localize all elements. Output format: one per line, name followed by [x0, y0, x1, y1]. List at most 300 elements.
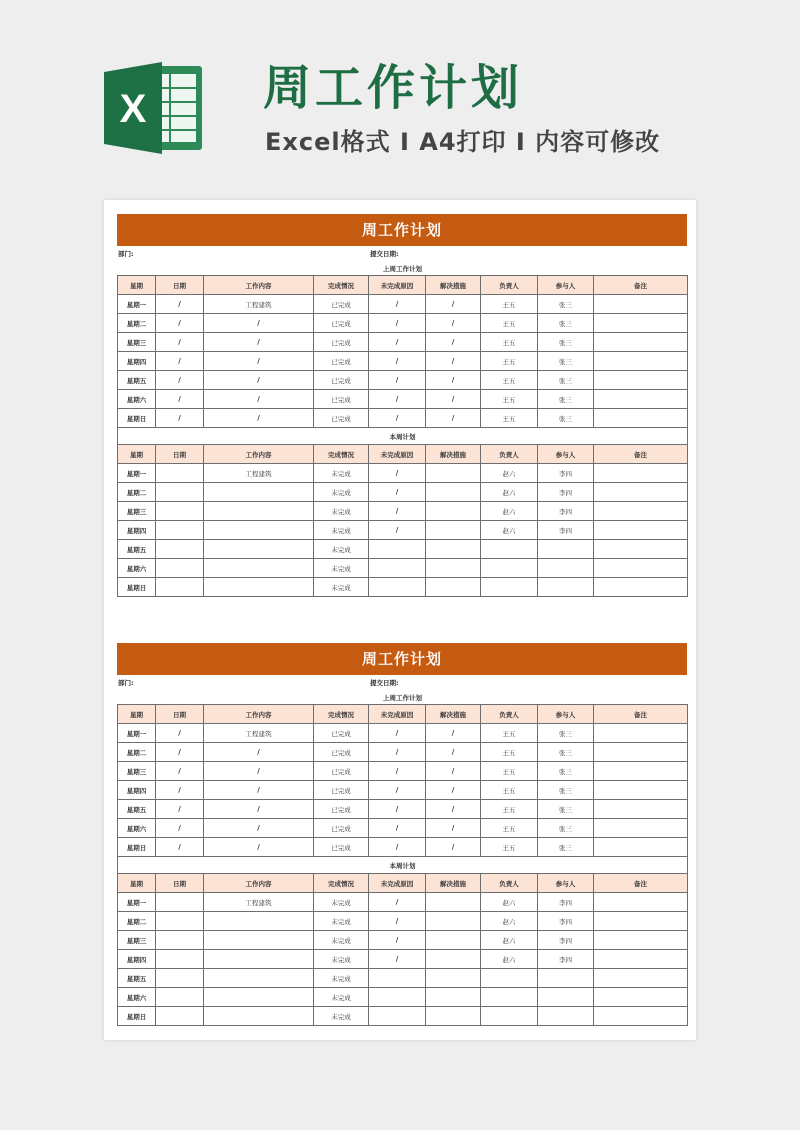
- table-cell[interactable]: /: [204, 314, 314, 333]
- table-cell[interactable]: [426, 893, 481, 912]
- table-cell[interactable]: /: [156, 838, 204, 857]
- table-cell[interactable]: 张三: [538, 333, 594, 352]
- table-cell[interactable]: 星期六: [118, 819, 156, 838]
- table-cell[interactable]: 张三: [538, 819, 594, 838]
- table-cell[interactable]: /: [156, 409, 204, 428]
- table-cell[interactable]: 星期一: [118, 295, 156, 314]
- sheet-paper: [104, 200, 696, 1040]
- table-cell[interactable]: 李四: [538, 950, 594, 969]
- table-cell[interactable]: 已完成: [314, 409, 369, 428]
- table-cell[interactable]: /: [426, 409, 481, 428]
- table-cell[interactable]: /: [369, 295, 426, 314]
- table-cell[interactable]: [594, 295, 688, 314]
- table-cell[interactable]: 已完成: [314, 800, 369, 819]
- table-cell[interactable]: [156, 521, 204, 540]
- table-cell[interactable]: 星期一: [118, 724, 156, 743]
- table-cell[interactable]: [594, 743, 688, 762]
- table-cell[interactable]: 已完成: [314, 314, 369, 333]
- table-cell[interactable]: 已完成: [314, 295, 369, 314]
- table-cell[interactable]: [156, 893, 204, 912]
- column-header: 完成情况: [314, 705, 369, 724]
- table-cell[interactable]: [538, 969, 594, 988]
- table-cell[interactable]: [594, 724, 688, 743]
- table-cell[interactable]: 未完成: [314, 931, 369, 950]
- table-cell[interactable]: [204, 521, 314, 540]
- table-cell[interactable]: 星期四: [118, 521, 156, 540]
- table-cell[interactable]: /: [369, 743, 426, 762]
- table-cell[interactable]: 工程建筑: [204, 724, 314, 743]
- table-cell[interactable]: 已完成: [314, 743, 369, 762]
- table-cell[interactable]: [369, 1007, 426, 1026]
- table-cell[interactable]: /: [204, 800, 314, 819]
- table-cell[interactable]: /: [369, 893, 426, 912]
- table-cell[interactable]: [426, 559, 481, 578]
- table-cell[interactable]: [594, 762, 688, 781]
- table-cell[interactable]: /: [426, 762, 481, 781]
- plan-table: [117, 689, 688, 1026]
- table-cell[interactable]: 张三: [538, 743, 594, 762]
- table-cell[interactable]: 星期五: [118, 540, 156, 559]
- table-cell[interactable]: [594, 912, 688, 931]
- table-cell[interactable]: [369, 969, 426, 988]
- table-cell[interactable]: 王五: [481, 838, 538, 857]
- table-cell[interactable]: /: [426, 295, 481, 314]
- table-cell[interactable]: 星期日: [118, 409, 156, 428]
- column-header: 负责人: [481, 445, 538, 464]
- table-cell[interactable]: /: [369, 724, 426, 743]
- table-cell[interactable]: [204, 988, 314, 1007]
- table-cell[interactable]: /: [369, 390, 426, 409]
- table-cell[interactable]: [156, 483, 204, 502]
- table-cell[interactable]: 星期三: [118, 931, 156, 950]
- table-cell[interactable]: 星期二: [118, 912, 156, 931]
- table-cell[interactable]: /: [204, 333, 314, 352]
- table-cell[interactable]: 赵六: [481, 483, 538, 502]
- table-row: [118, 483, 688, 502]
- table-cell[interactable]: 未完成: [314, 578, 369, 597]
- table-cell[interactable]: 星期六: [118, 559, 156, 578]
- table-cell[interactable]: [369, 988, 426, 1007]
- table-cell[interactable]: [594, 540, 688, 559]
- table-cell[interactable]: 王五: [481, 352, 538, 371]
- table-cell[interactable]: [481, 1007, 538, 1026]
- table-cell[interactable]: /: [369, 483, 426, 502]
- plan-table: [117, 260, 688, 597]
- table-cell[interactable]: 星期日: [118, 578, 156, 597]
- table-cell[interactable]: 未完成: [314, 483, 369, 502]
- sheet-title: 周工作计划: [117, 214, 687, 246]
- column-header: 日期: [156, 874, 204, 893]
- table-cell[interactable]: [156, 578, 204, 597]
- table-cell[interactable]: 星期五: [118, 969, 156, 988]
- table-cell[interactable]: 星期日: [118, 838, 156, 857]
- table-cell[interactable]: /: [369, 819, 426, 838]
- table-cell[interactable]: /: [204, 781, 314, 800]
- table-cell[interactable]: /: [204, 819, 314, 838]
- table-cell[interactable]: [156, 502, 204, 521]
- table-cell[interactable]: 王五: [481, 371, 538, 390]
- plan-sheet-2: [117, 643, 687, 1026]
- table-cell[interactable]: /: [369, 912, 426, 931]
- table-cell[interactable]: 王五: [481, 743, 538, 762]
- column-header-row: [118, 705, 688, 724]
- logo-letter: X: [119, 87, 147, 131]
- table-cell[interactable]: 星期三: [118, 502, 156, 521]
- column-header: 日期: [156, 445, 204, 464]
- table-cell[interactable]: [594, 521, 688, 540]
- table-cell[interactable]: 未完成: [314, 521, 369, 540]
- table-cell[interactable]: [481, 559, 538, 578]
- table-row: [118, 762, 688, 781]
- table-row: [118, 988, 688, 1007]
- table-cell[interactable]: [156, 988, 204, 1007]
- table-cell[interactable]: 张三: [538, 724, 594, 743]
- sheet-title: 周工作计划: [117, 643, 687, 675]
- table-cell[interactable]: /: [369, 781, 426, 800]
- table-cell[interactable]: /: [204, 352, 314, 371]
- table-cell[interactable]: [594, 483, 688, 502]
- table-cell[interactable]: /: [156, 314, 204, 333]
- table-cell[interactable]: [426, 483, 481, 502]
- table-cell[interactable]: /: [426, 352, 481, 371]
- table-cell[interactable]: 已完成: [314, 781, 369, 800]
- table-cell[interactable]: 李四: [538, 502, 594, 521]
- table-cell[interactable]: [156, 931, 204, 950]
- table-cell[interactable]: [594, 333, 688, 352]
- excel-logo-icon: [104, 60, 204, 156]
- table-row: [118, 743, 688, 762]
- table-cell[interactable]: 未完成: [314, 559, 369, 578]
- table-cell[interactable]: 李四: [538, 483, 594, 502]
- table-cell[interactable]: /: [156, 800, 204, 819]
- table-cell[interactable]: [594, 819, 688, 838]
- table-cell[interactable]: /: [369, 950, 426, 969]
- table-cell[interactable]: [426, 578, 481, 597]
- column-header: 完成情况: [314, 276, 369, 295]
- table-cell[interactable]: [481, 969, 538, 988]
- table-cell[interactable]: [204, 950, 314, 969]
- column-header: 工作内容: [204, 445, 314, 464]
- column-header-row: [118, 874, 688, 893]
- table-cell[interactable]: 工程建筑: [204, 893, 314, 912]
- table-cell[interactable]: [204, 502, 314, 521]
- table-cell[interactable]: [156, 559, 204, 578]
- table-cell[interactable]: 张三: [538, 800, 594, 819]
- table-cell[interactable]: /: [369, 371, 426, 390]
- table-cell[interactable]: [594, 314, 688, 333]
- column-header: 工作内容: [204, 705, 314, 724]
- table-cell[interactable]: [204, 559, 314, 578]
- table-cell[interactable]: [426, 1007, 481, 1026]
- table-cell[interactable]: [369, 540, 426, 559]
- table-cell[interactable]: 赵六: [481, 502, 538, 521]
- table-cell[interactable]: [426, 464, 481, 483]
- column-header: 未完成原因: [369, 276, 426, 295]
- table-cell[interactable]: 已完成: [314, 333, 369, 352]
- table-cell[interactable]: /: [369, 314, 426, 333]
- meta-row: [117, 246, 687, 260]
- table-cell[interactable]: 张三: [538, 371, 594, 390]
- table-cell[interactable]: [481, 988, 538, 1007]
- table-cell[interactable]: 赵六: [481, 912, 538, 931]
- table-cell[interactable]: /: [156, 781, 204, 800]
- table-cell[interactable]: [594, 502, 688, 521]
- table-cell[interactable]: /: [204, 371, 314, 390]
- table-cell[interactable]: [426, 950, 481, 969]
- column-header: 未完成原因: [369, 445, 426, 464]
- table-cell[interactable]: 赵六: [481, 950, 538, 969]
- table-cell[interactable]: /: [426, 838, 481, 857]
- table-cell[interactable]: [594, 464, 688, 483]
- table-cell[interactable]: 李四: [538, 464, 594, 483]
- table-cell[interactable]: /: [369, 502, 426, 521]
- table-cell[interactable]: 星期六: [118, 988, 156, 1007]
- table-cell[interactable]: [204, 578, 314, 597]
- table-cell[interactable]: 星期四: [118, 352, 156, 371]
- table-cell[interactable]: [594, 781, 688, 800]
- table-cell[interactable]: /: [156, 819, 204, 838]
- column-header: 备注: [594, 874, 688, 893]
- table-cell[interactable]: /: [426, 819, 481, 838]
- table-cell[interactable]: [594, 931, 688, 950]
- dept-label: 部门:: [118, 679, 134, 687]
- table-cell[interactable]: 张三: [538, 838, 594, 857]
- table-cell[interactable]: 工程建筑: [204, 295, 314, 314]
- table-cell[interactable]: 张三: [538, 781, 594, 800]
- table-cell[interactable]: /: [369, 333, 426, 352]
- table-cell[interactable]: [156, 912, 204, 931]
- table-cell[interactable]: 星期二: [118, 314, 156, 333]
- table-cell[interactable]: 张三: [538, 295, 594, 314]
- table-cell[interactable]: 星期一: [118, 464, 156, 483]
- table-cell[interactable]: 工程建筑: [204, 464, 314, 483]
- column-header: 星期: [118, 276, 156, 295]
- table-cell[interactable]: 星期五: [118, 800, 156, 819]
- table-cell[interactable]: /: [204, 762, 314, 781]
- this-week-label: 本周计划: [118, 428, 688, 445]
- column-header: 星期: [118, 705, 156, 724]
- table-cell[interactable]: 星期一: [118, 893, 156, 912]
- table-row: [118, 559, 688, 578]
- table-cell[interactable]: /: [426, 333, 481, 352]
- table-cell[interactable]: [594, 390, 688, 409]
- table-cell[interactable]: [594, 800, 688, 819]
- table-cell[interactable]: 星期四: [118, 950, 156, 969]
- table-cell[interactable]: [594, 988, 688, 1007]
- table-cell[interactable]: [594, 1007, 688, 1026]
- table-cell[interactable]: [594, 838, 688, 857]
- table-row: [118, 950, 688, 969]
- table-cell[interactable]: [426, 521, 481, 540]
- column-header: 星期: [118, 445, 156, 464]
- table-cell[interactable]: [204, 931, 314, 950]
- table-cell[interactable]: /: [156, 333, 204, 352]
- table-cell[interactable]: [594, 409, 688, 428]
- table-cell[interactable]: /: [369, 352, 426, 371]
- table-cell[interactable]: 已完成: [314, 390, 369, 409]
- table-cell[interactable]: 未完成: [314, 969, 369, 988]
- submit-date-label: 提交日期:: [370, 679, 399, 687]
- table-cell[interactable]: /: [369, 800, 426, 819]
- table-cell[interactable]: 李四: [538, 893, 594, 912]
- table-cell[interactable]: 李四: [538, 521, 594, 540]
- table-row: [118, 819, 688, 838]
- table-cell[interactable]: 赵六: [481, 931, 538, 950]
- table-cell[interactable]: 星期日: [118, 1007, 156, 1026]
- table-cell[interactable]: 未完成: [314, 950, 369, 969]
- table-cell[interactable]: 未完成: [314, 988, 369, 1007]
- table-cell[interactable]: [538, 578, 594, 597]
- table-cell[interactable]: 王五: [481, 314, 538, 333]
- table-cell[interactable]: [538, 1007, 594, 1026]
- column-header: 完成情况: [314, 874, 369, 893]
- table-cell[interactable]: /: [426, 743, 481, 762]
- table-cell[interactable]: [538, 559, 594, 578]
- table-cell[interactable]: 未完成: [314, 502, 369, 521]
- table-cell[interactable]: [369, 578, 426, 597]
- table-cell[interactable]: 星期六: [118, 390, 156, 409]
- table-cell[interactable]: /: [204, 390, 314, 409]
- table-cell[interactable]: 未完成: [314, 1007, 369, 1026]
- table-cell[interactable]: /: [156, 371, 204, 390]
- table-cell[interactable]: 王五: [481, 800, 538, 819]
- table-cell[interactable]: [426, 988, 481, 1007]
- table-cell[interactable]: /: [204, 838, 314, 857]
- table-cell[interactable]: [204, 969, 314, 988]
- table-cell[interactable]: [156, 540, 204, 559]
- table-cell[interactable]: /: [156, 724, 204, 743]
- table-cell[interactable]: [204, 540, 314, 559]
- table-cell[interactable]: 未完成: [314, 912, 369, 931]
- table-cell[interactable]: [594, 578, 688, 597]
- table-cell[interactable]: /: [156, 390, 204, 409]
- table-cell[interactable]: 星期三: [118, 762, 156, 781]
- table-cell[interactable]: 已完成: [314, 352, 369, 371]
- table-cell[interactable]: /: [369, 762, 426, 781]
- table-cell[interactable]: 赵六: [481, 521, 538, 540]
- table-cell[interactable]: [594, 950, 688, 969]
- table-cell[interactable]: [426, 540, 481, 559]
- table-cell[interactable]: /: [156, 352, 204, 371]
- column-header: 解决措施: [426, 445, 481, 464]
- table-cell[interactable]: 王五: [481, 724, 538, 743]
- table-cell[interactable]: 未完成: [314, 893, 369, 912]
- table-cell[interactable]: /: [369, 409, 426, 428]
- dept-label: 部门:: [118, 250, 134, 258]
- table-cell[interactable]: 星期四: [118, 781, 156, 800]
- table-cell[interactable]: 王五: [481, 781, 538, 800]
- table-cell[interactable]: [538, 540, 594, 559]
- table-cell[interactable]: /: [156, 295, 204, 314]
- table-cell[interactable]: [156, 969, 204, 988]
- column-header-row: [118, 445, 688, 464]
- table-cell[interactable]: 星期二: [118, 483, 156, 502]
- table-cell[interactable]: [426, 969, 481, 988]
- table-cell[interactable]: [426, 931, 481, 950]
- table-cell[interactable]: 赵六: [481, 893, 538, 912]
- table-cell[interactable]: 已完成: [314, 371, 369, 390]
- table-cell[interactable]: 已完成: [314, 819, 369, 838]
- last-week-label: 上周工作计划: [118, 690, 688, 705]
- table-cell[interactable]: [481, 578, 538, 597]
- table-row: [118, 931, 688, 950]
- table-cell[interactable]: [204, 1007, 314, 1026]
- table-cell[interactable]: 已完成: [314, 838, 369, 857]
- table-cell[interactable]: /: [369, 931, 426, 950]
- table-cell[interactable]: [156, 1007, 204, 1026]
- table-cell[interactable]: 李四: [538, 912, 594, 931]
- table-cell[interactable]: [204, 483, 314, 502]
- table-cell[interactable]: 张三: [538, 390, 594, 409]
- table-cell[interactable]: [426, 912, 481, 931]
- table-cell[interactable]: /: [369, 838, 426, 857]
- table-cell[interactable]: 星期五: [118, 371, 156, 390]
- table-cell[interactable]: 星期二: [118, 743, 156, 762]
- table-cell[interactable]: /: [156, 762, 204, 781]
- table-cell[interactable]: [594, 352, 688, 371]
- table-cell[interactable]: 王五: [481, 390, 538, 409]
- table-cell[interactable]: 王五: [481, 762, 538, 781]
- table-cell[interactable]: 赵六: [481, 464, 538, 483]
- table-cell[interactable]: 王五: [481, 409, 538, 428]
- table-cell[interactable]: 李四: [538, 931, 594, 950]
- table-cell[interactable]: 张三: [538, 314, 594, 333]
- table-row: [118, 502, 688, 521]
- table-row: [118, 838, 688, 857]
- table-cell[interactable]: 王五: [481, 295, 538, 314]
- table-cell[interactable]: /: [426, 800, 481, 819]
- table-cell[interactable]: [426, 502, 481, 521]
- table-cell[interactable]: [594, 371, 688, 390]
- table-cell[interactable]: [594, 559, 688, 578]
- table-cell[interactable]: /: [426, 371, 481, 390]
- table-cell[interactable]: [369, 559, 426, 578]
- table-cell[interactable]: 未完成: [314, 464, 369, 483]
- table-cell[interactable]: 未完成: [314, 540, 369, 559]
- table-cell[interactable]: [156, 464, 204, 483]
- table-cell[interactable]: /: [426, 724, 481, 743]
- table-cell[interactable]: /: [204, 409, 314, 428]
- table-cell[interactable]: 已完成: [314, 724, 369, 743]
- table-cell[interactable]: 已完成: [314, 762, 369, 781]
- table-cell[interactable]: [594, 893, 688, 912]
- table-cell[interactable]: /: [426, 781, 481, 800]
- table-cell[interactable]: /: [426, 314, 481, 333]
- table-cell[interactable]: /: [369, 521, 426, 540]
- table-cell[interactable]: 张三: [538, 409, 594, 428]
- table-cell[interactable]: /: [369, 464, 426, 483]
- table-cell[interactable]: 张三: [538, 352, 594, 371]
- table-cell[interactable]: 王五: [481, 819, 538, 838]
- table-cell[interactable]: [481, 540, 538, 559]
- table-cell[interactable]: 王五: [481, 333, 538, 352]
- table-cell[interactable]: /: [156, 743, 204, 762]
- column-header: 日期: [156, 276, 204, 295]
- table-cell[interactable]: [594, 969, 688, 988]
- column-header: 解决措施: [426, 276, 481, 295]
- table-cell[interactable]: [538, 988, 594, 1007]
- table-cell[interactable]: [156, 950, 204, 969]
- table-cell[interactable]: /: [204, 743, 314, 762]
- table-cell[interactable]: /: [426, 390, 481, 409]
- table-cell[interactable]: [204, 912, 314, 931]
- table-row: [118, 540, 688, 559]
- table-cell[interactable]: 张三: [538, 762, 594, 781]
- table-cell[interactable]: 星期三: [118, 333, 156, 352]
- table-row: [118, 912, 688, 931]
- last-week-label: 上周工作计划: [118, 261, 688, 276]
- table-row: [118, 333, 688, 352]
